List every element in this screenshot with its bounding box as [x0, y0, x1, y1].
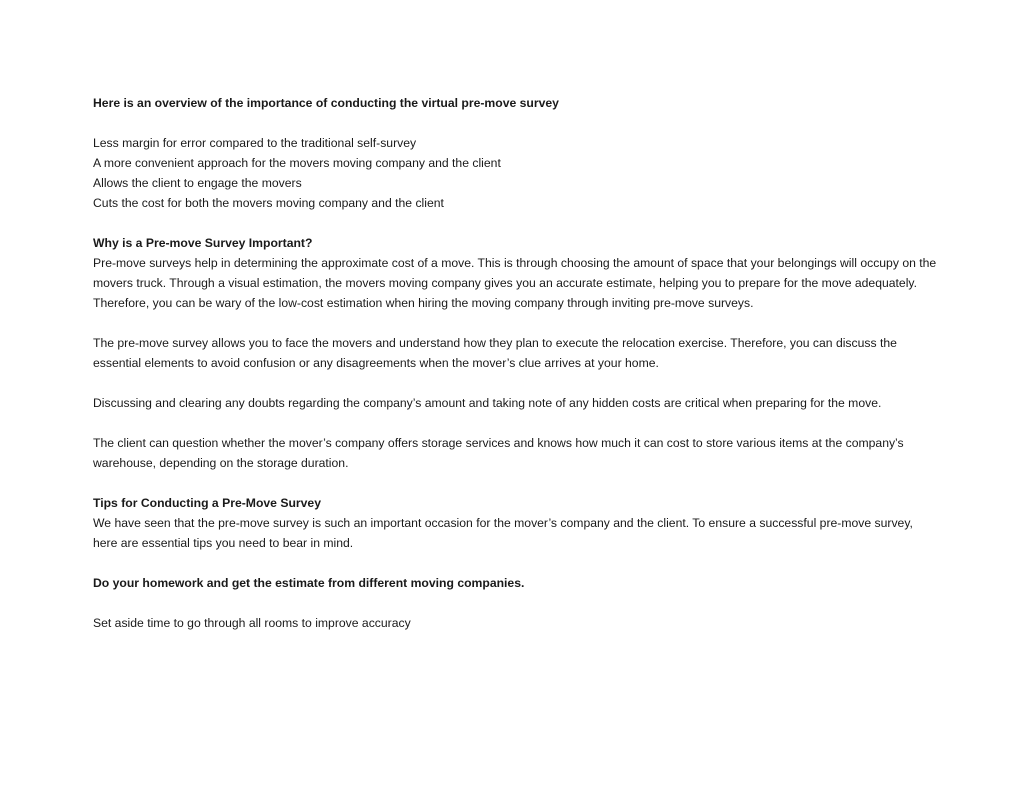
overview-item: A more convenient approach for the movers moving company and the client: [93, 156, 501, 170]
why-paragraph: Pre-move surveys help in determining the approximate cost of a move. This is through choosing the amount of space that your belongings will occupy on the movers truck. Through a visual estimation, the movers moving company gives you an accurate estimate, helping you to prepare for the move adequately. Therefore, you can be wary of the low-cost estimation when hiring the moving company through inviting pre-move surveys.: [93, 256, 937, 310]
tips-heading: Tips for Conducting a Pre-Move Survey: [93, 496, 321, 510]
spacer: [93, 373, 938, 393]
spacer: [93, 473, 938, 493]
overview-item: Cuts the cost for both the movers moving company and the client: [93, 196, 444, 210]
spacer: [93, 113, 938, 133]
why-paragraph: The pre-move survey allows you to face the movers and understand how they plan to execute the relocation exercise. Therefore, you can discuss the essential elements to avoid confusion or any disagreements when the mover’s clue arrives at your home.: [93, 336, 897, 370]
spacer: [93, 413, 938, 433]
tip-rooms: Set aside time to go through all rooms to improve accuracy: [93, 616, 411, 630]
why-heading: Why is a Pre-move Survey Important?: [93, 236, 313, 250]
spacer: [93, 213, 938, 233]
overview-item: Allows the client to engage the movers: [93, 176, 302, 190]
overview-heading: Here is an overview of the importance of conducting the virtual pre-move survey: [93, 96, 559, 110]
why-paragraph: Discussing and clearing any doubts regarding the company’s amount and taking note of any hidden costs are critical when preparing for the move.: [93, 396, 882, 410]
overview-item: Less margin for error compared to the traditional self-survey: [93, 136, 417, 150]
tips-paragraph: We have seen that the pre-move survey is such an important occasion for the mover’s company and the client. To ensure a successful pre-move survey, here are essential tips you need to bear in mind.: [93, 516, 913, 550]
spacer: [93, 553, 938, 573]
tip-homework: Do your homework and get the estimate from different moving companies.: [93, 576, 525, 590]
spacer: [93, 313, 938, 333]
why-paragraph: The client can question whether the mover’s company offers storage services and knows how much it can cost to store various items at the company’s warehouse, depending on the storage duration.: [93, 436, 904, 470]
spacer: [93, 593, 938, 613]
document-page: [93, 93, 938, 633]
